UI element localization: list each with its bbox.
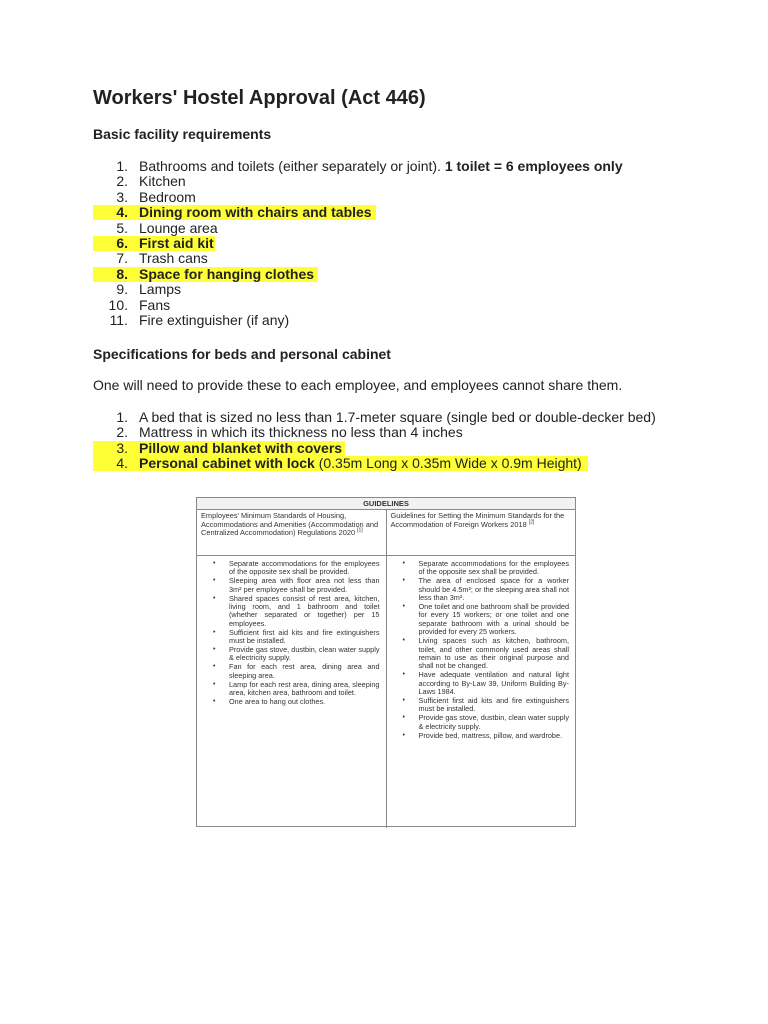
list-item <box>93 251 623 266</box>
list-item <box>93 313 623 328</box>
list-item-text: Personal cabinet with lock <box>139 455 315 472</box>
list-item <box>93 174 623 189</box>
list-item-text: Mattress in which its thickness no less than 4 inches <box>139 424 463 441</box>
list-item-text: Provide gas stove, dustbin, clean water supply & electricity supply. <box>229 645 380 663</box>
list-item-text: First aid kit <box>139 235 214 252</box>
list-number: 1. <box>116 409 128 425</box>
guidelines-body <box>197 556 575 828</box>
list-item-text: Shared spaces consist of rest area, kitchen, living room, and 1 bathroom and toilet (whether separated or together) per 15 employees. <box>229 593 380 628</box>
list-item-text: Separate accommodations for the employees of the opposite sex shall be provided. <box>229 559 380 577</box>
section-heading-beds-cabinet: Specifications for beds and personal cabinet <box>93 346 391 362</box>
list-item <box>93 441 656 456</box>
list-number: 2. <box>116 173 128 190</box>
col2-reference: [2] <box>528 519 535 526</box>
guidelines-column-headers <box>197 510 575 556</box>
list-item-text: Lounge area <box>139 219 218 236</box>
list-number: 7. <box>116 250 128 267</box>
list-item-text: Have adequate ventilation and natural light according to By-Law 39, Uniform Building By-Laws 1984. <box>418 670 569 697</box>
list-item-text: Lamp for each rest area, dining area, sleeping area, kitchen area, bathroom and toilet. <box>229 679 380 698</box>
list-item <box>93 282 623 297</box>
list-item-text: Sleeping area with floor area not less than 3m² per employee shall be provided. <box>229 576 380 594</box>
bullet-icon: • <box>402 697 405 704</box>
list-item-text: Pillow and blanket with covers <box>139 439 343 456</box>
bullet-icon: • <box>402 603 405 611</box>
list-number: 3. <box>116 188 128 205</box>
list-item-text: Sufficient first aid kits and fire extinguishers must be installed. <box>229 627 380 646</box>
list-item-text: Provide bed, mattress, pillow, and wardrobe. <box>418 730 563 740</box>
list-item-bold-text: 1 toilet = 6 employees only <box>444 158 623 174</box>
list-item <box>93 298 623 313</box>
bullet-icon: • <box>213 577 216 585</box>
bullet-icon: • <box>213 680 216 688</box>
list-item-text: Fire extinguisher (if any) <box>139 312 290 329</box>
bullet-icon: • <box>213 663 216 671</box>
page-title: Workers' Hostel Approval (Act 446) <box>93 87 426 109</box>
guidelines-table <box>196 497 576 827</box>
bullet-icon: • <box>213 628 216 636</box>
bullet-icon: • <box>402 637 405 645</box>
list-item-text: Space for hanging clothes <box>139 265 315 282</box>
list-item-text: Separate accommodations for the employees of the opposite sex shall be provided. <box>418 559 569 577</box>
bullet-icon: • <box>402 731 405 739</box>
list-item <box>205 560 380 577</box>
section-heading-basic-facility: Basic facility requirements <box>93 126 272 142</box>
list-item-text: Sufficient first aid kits and fire extinguishers must be installed. <box>418 696 569 714</box>
basic-facility-list <box>93 159 623 328</box>
guidelines-col2-list <box>395 560 570 740</box>
guidelines-col2-title <box>387 510 576 555</box>
bullet-icon: • <box>402 714 405 722</box>
list-item-text: The area of enclosed space for a worker should be 4.5m²; or the sleeping area shall not less than 3m². <box>418 576 569 603</box>
list-item <box>205 646 380 663</box>
list-item-text: Dining room with chairs and tables <box>139 204 372 221</box>
list-item <box>205 698 380 706</box>
list-item <box>205 681 380 698</box>
list-item-text: One toilet and one bathroom shall be provided for every 15 workers; or one toilet and one separate bathroom with a urinal should be provided for every 25 workers. <box>418 602 569 637</box>
list-item-text: Living spaces such as kitchen, bathroom, toilet, and other commonly used areas shall remain to use as their original purpose and shall not be changed. <box>418 636 569 671</box>
list-item <box>395 714 570 731</box>
list-number: 4. <box>116 455 128 472</box>
list-item-text: A bed that is sized no less than 1.7-meter square (single bed or double-decker bed) <box>139 409 656 425</box>
list-number: 6. <box>116 235 128 252</box>
list-number: 9. <box>116 281 128 298</box>
list-item <box>395 671 570 696</box>
list-item <box>205 629 380 646</box>
bullet-icon: • <box>213 594 216 602</box>
list-number: 5. <box>116 219 128 236</box>
list-item-text: Trash cans <box>139 250 208 267</box>
list-item-text: Fans <box>139 296 171 313</box>
list-item-text: Fan for each rest area, dining area and sleeping area. <box>229 662 380 680</box>
list-item <box>93 159 623 174</box>
bullet-icon: • <box>402 671 405 679</box>
bullet-icon: • <box>213 560 216 567</box>
list-item-tail-text: (0.35m Long x 0.35m Wide x 0.9m Height) <box>314 455 582 472</box>
list-item-text: Provide gas stove, dustbin, clean water supply & electricity supply. <box>418 713 569 731</box>
list-item <box>93 456 656 471</box>
list-item <box>205 595 380 629</box>
list-item-text: One area to hang out clothes. <box>229 697 326 706</box>
list-item <box>93 221 623 236</box>
bullet-icon: • <box>213 646 216 654</box>
list-number: 4. <box>116 204 128 221</box>
list-item-text: Bathrooms and toilets (either separately or joint). <box>139 158 445 174</box>
section-intro-text: One will need to provide these to each employee, and employees cannot share them. <box>93 377 623 393</box>
list-item <box>395 577 570 602</box>
list-number: 1. <box>116 158 128 174</box>
guidelines-col1-list <box>205 560 380 706</box>
list-number: 3. <box>116 439 128 456</box>
col2-title-text: Guidelines for Setting the Minimum Standards for the Accommodation of Foreign Workers 2018 <box>390 511 565 529</box>
list-item-text: Bedroom <box>139 188 196 205</box>
guidelines-col2 <box>387 556 576 828</box>
list-item-text: Lamps <box>139 281 182 298</box>
bullet-icon: • <box>213 698 216 705</box>
guidelines-header: GUIDELINES <box>197 498 575 510</box>
list-item <box>93 190 623 205</box>
list-item <box>93 410 656 425</box>
list-item <box>93 236 623 251</box>
list-item <box>395 732 570 740</box>
list-item <box>395 637 570 671</box>
list-number: 11. <box>109 312 128 329</box>
list-item <box>93 425 656 440</box>
guidelines-col1 <box>197 556 387 828</box>
list-number: 10. <box>108 296 128 313</box>
list-item <box>395 603 570 637</box>
list-item <box>395 697 570 714</box>
list-item <box>205 577 380 594</box>
list-item-text: Kitchen <box>139 173 186 190</box>
list-item <box>93 205 623 220</box>
col1-reference: [1] <box>357 527 363 534</box>
bullet-icon: • <box>402 560 405 567</box>
list-item <box>395 560 570 577</box>
list-item <box>93 267 623 282</box>
list-number: 2. <box>116 424 128 441</box>
bullet-icon: • <box>402 577 405 585</box>
beds-cabinet-list <box>93 410 656 472</box>
col1-title-text: Employees' Minimum Standards of Housing, Accommodations and Amenities (Accommodation and Centralized Accommodation) Regulations 2020 <box>201 511 379 538</box>
list-number: 8. <box>116 265 128 282</box>
list-item <box>205 663 380 680</box>
guidelines-col1-title <box>197 510 387 555</box>
